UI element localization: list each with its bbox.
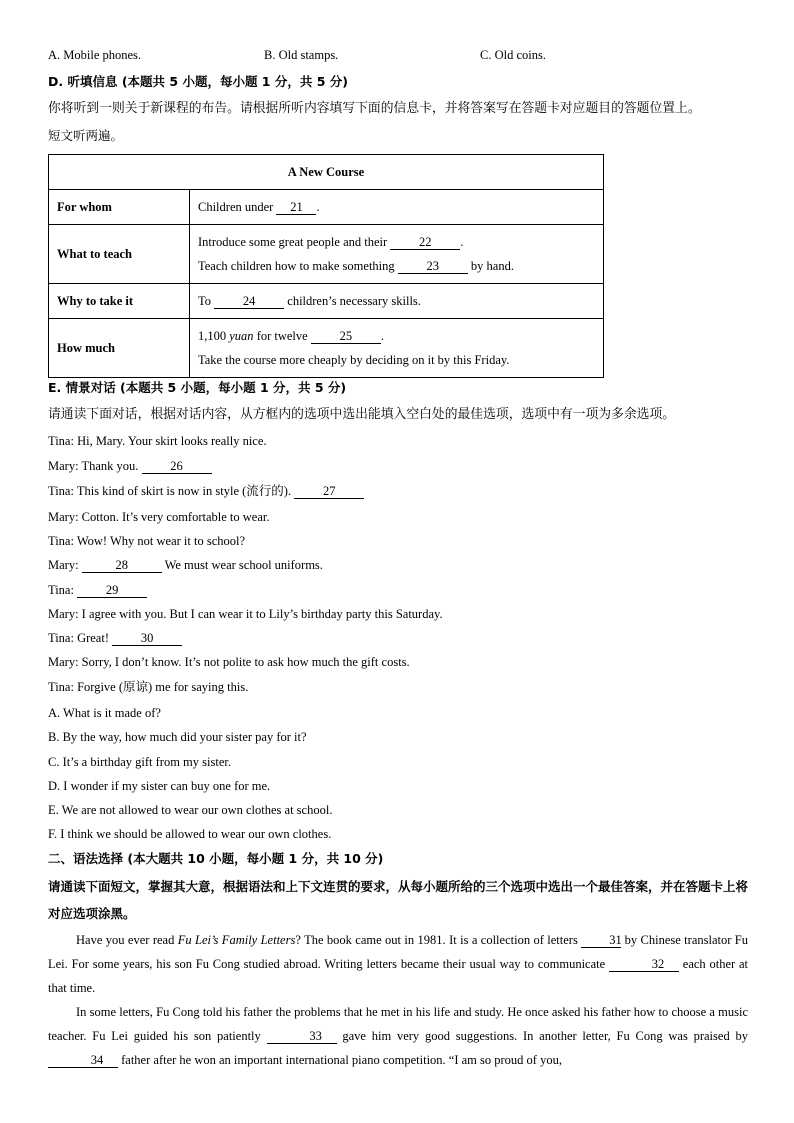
row-label-why: Why to take it: [49, 284, 190, 319]
text: .: [380, 329, 384, 343]
text: ? The book came out in 1981. It is a collection of letters: [295, 933, 582, 947]
blank-32[interactable]: 32: [609, 957, 679, 972]
text: Tina: Great!: [48, 631, 113, 645]
section-e-instruction: 请通读下面对话，根据对话内容，从方框内的选项中选出能填入空白处的最佳选项，选项中有一项为多余选项。: [48, 407, 676, 422]
text: .: [316, 199, 320, 214]
text: Tina: This kind of skirt is now in style (流行的).: [48, 484, 295, 498]
dialogue-line: Mary: I agree with you. But I can wear it to Lily’s birthday party this Saturday.: [48, 607, 443, 621]
text: Have you ever read: [76, 933, 178, 947]
text: children’s necessary skills.: [284, 293, 421, 308]
text: Tina:: [48, 583, 78, 597]
blank-30[interactable]: 30: [112, 631, 182, 646]
section-e-heading: E. 情景对话 (本题共 5 小题，每小题 1 分，共 5 分): [48, 380, 347, 395]
passage-paragraph-2: [48, 1000, 748, 1072]
text: 1,100: [198, 329, 230, 343]
row-value-teach: [190, 225, 604, 284]
text: by Chinese translator Fu Lei. For some years, his son Fu Cong studied abroad. Writing letters became their usual way to communicate: [48, 933, 748, 971]
text: by hand.: [467, 259, 514, 273]
dialogue-option[interactable]: D. I wonder if my sister can buy one for me.: [48, 779, 271, 793]
card-title: A New Course: [49, 155, 604, 190]
dialogue-line: [48, 630, 182, 646]
blank-29[interactable]: 29: [77, 583, 147, 598]
blank-27[interactable]: 27: [294, 484, 364, 499]
dialogue-line: [48, 458, 212, 474]
text: father after he won an important international piano competition. “I am so proud of you,: [118, 1053, 562, 1067]
text: We must wear school uniforms.: [161, 558, 323, 572]
row-label-teach: What to teach: [49, 225, 190, 284]
blank-26[interactable]: 26: [142, 459, 212, 474]
dialogue-option[interactable]: F. I think we should be allowed to wear our own clothes.: [48, 827, 332, 841]
option-a[interactable]: A. Mobile phones.: [48, 48, 142, 62]
text: each other at that time.: [48, 957, 748, 995]
previous-question-options: [48, 48, 748, 64]
row-label-whom: For whom: [49, 190, 190, 225]
text: .: [460, 235, 464, 249]
option-b[interactable]: B. Old stamps.: [264, 48, 339, 62]
blank-21[interactable]: 21: [276, 200, 316, 215]
text: Introduce some great people and their: [198, 235, 391, 249]
dialogue-option[interactable]: C. It’s a birthday gift from my sister.: [48, 755, 231, 769]
blank-24[interactable]: 24: [214, 294, 284, 309]
dialogue-line: [48, 483, 364, 499]
blank-25[interactable]: 25: [311, 329, 381, 344]
dialogue-line: Mary: Sorry, I don’t know. It’s not polite to ask how much the gift costs.: [48, 655, 410, 669]
dialogue-line: Tina: Forgive (原谅) me for saying this.: [48, 680, 249, 694]
book-title: Fu Lei’s Family Letters: [177, 933, 296, 947]
text: In some letters, Fu Cong told his father the problems that he met in his life and study. He once asked his father how to choose a music teacher. Fu Lei guided his son patiently: [48, 1005, 748, 1043]
blank-22[interactable]: 22: [390, 235, 460, 250]
dialogue-line: Mary: Cotton. It’s very comfortable to wear.: [48, 510, 270, 524]
passage-paragraph-1: [48, 928, 748, 1000]
text: Mary:: [48, 558, 82, 572]
blank-31[interactable]: 31: [581, 933, 621, 948]
row-value-why: [190, 284, 604, 319]
section-2-heading: 二、语法选择 (本大题共 10 小题，每小题 1 分，共 10 分): [48, 851, 384, 866]
text: gave him very good suggestions. In another letter, Fu Cong was praised by: [336, 1029, 748, 1043]
info-card-table: [48, 154, 604, 378]
text: Teach children how to make something: [198, 259, 398, 273]
dialogue-option[interactable]: B. By the way, how much did your sister pay for it?: [48, 730, 307, 744]
text: for twelve: [253, 329, 311, 343]
currency-word: yuan: [229, 329, 254, 343]
dialogue-line: Tina: Hi, Mary. Your skirt looks really nice.: [48, 434, 267, 448]
section-d-instruction-2: 短文听两遍。: [48, 128, 124, 143]
dialogue-line: Tina: Wow! Why not wear it to school?: [48, 534, 246, 548]
text: Take the course more cheaply by deciding on it by this Friday.: [198, 353, 510, 367]
section-2-instruction: 请通读下面短文，掌握其大意，根据语法和上下文连贯的要求，从每小题所给的三个选项中选出一个最佳答案，并在答题卡上将对应选项涂黑。: [48, 879, 749, 921]
blank-23[interactable]: 23: [398, 259, 468, 274]
blank-28[interactable]: 28: [82, 558, 162, 573]
blank-33[interactable]: 33: [267, 1029, 337, 1044]
row-value-whom: [190, 190, 604, 225]
dialogue-option[interactable]: A. What is it made of?: [48, 706, 161, 720]
section-d-heading: D. 听填信息 (本题共 5 小题，每小题 1 分，共 5 分): [48, 74, 348, 89]
dialogue-option[interactable]: E. We are not allowed to wear our own clothes at school.: [48, 803, 333, 817]
text: Children under: [198, 199, 277, 214]
text: Mary: Thank you.: [48, 459, 142, 473]
row-label-much: How much: [49, 319, 190, 378]
row-value-much: [190, 319, 604, 378]
blank-34[interactable]: 34: [48, 1053, 118, 1068]
dialogue-line: [48, 582, 147, 598]
option-c[interactable]: C. Old coins.: [480, 48, 546, 62]
dialogue-line: [48, 557, 323, 573]
section-d-instruction: 你将听到一则关于新课程的布告。请根据所听内容填写下面的信息卡，并将答案写在答题卡对应题目的答题位置上。: [48, 101, 701, 116]
text: To: [198, 293, 215, 308]
